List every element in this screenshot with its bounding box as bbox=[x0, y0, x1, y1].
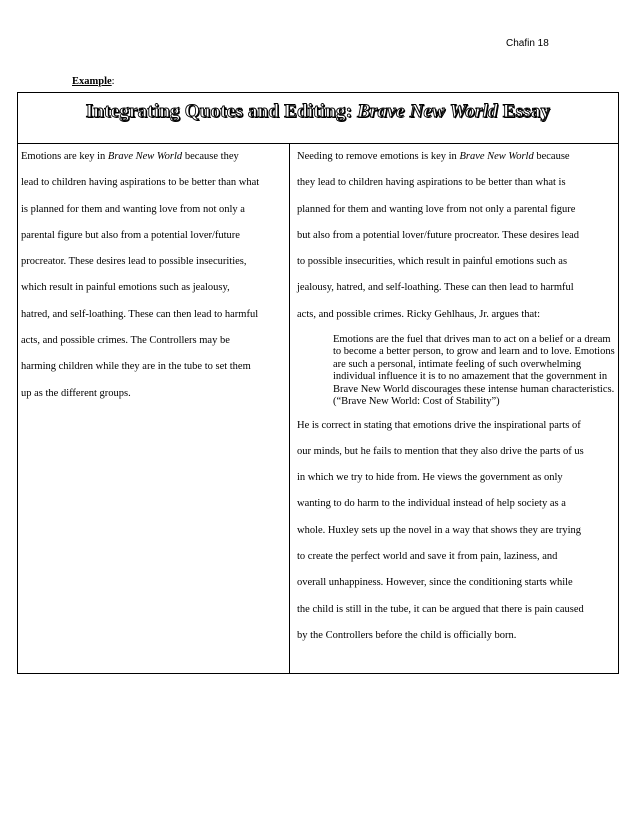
paragraph-line: by the Controllers before the child is officially born. bbox=[297, 629, 517, 641]
original-paragraph bbox=[21, 144, 287, 407]
paragraph-line bbox=[21, 144, 287, 170]
paragraph-line: whole. Huxley sets up the novel in a way that shows they are trying bbox=[297, 524, 582, 536]
paragraph-line: hatred, and self-loathing. These can then lead to harmful bbox=[21, 308, 259, 320]
example-label-text: Example bbox=[72, 76, 112, 87]
block-quote: Emotions are the fuel that drives man to act on a belief or a dream to become a better person, to grow and learn and to love. Emotions are such a personal, intimate feeling of such overwhelming individual influence it is to no amazement that the government in Brave New World discourages these intense human characteristics. (“Brave New World: Cost of Stability”) bbox=[333, 334, 615, 408]
example-colon: : bbox=[111, 76, 115, 87]
paragraph-line bbox=[297, 144, 615, 170]
paragraph-line: in which we try to hide from. He views the government as only bbox=[297, 472, 563, 484]
paragraph-line: He is correct in stating that emotions drive the inspirational parts of bbox=[297, 419, 581, 431]
title-italic: Brave New World bbox=[357, 101, 498, 122]
revised-paragraph bbox=[297, 144, 615, 649]
paragraph-line: up as the different groups. bbox=[21, 387, 131, 399]
paragraph-line: wanting to do harm to the individual instead of help society as a bbox=[297, 498, 566, 510]
essay-title bbox=[86, 101, 550, 123]
paragraph-line: overall unhappiness. However, since the conditioning starts while bbox=[297, 577, 573, 589]
paragraph-line: planned for them and wanting love from not only a parental figure bbox=[297, 203, 576, 215]
right-line1-start: Needing to remove emotions is key in bbox=[297, 151, 460, 162]
paragraph-line: they lead to children having aspirations to be better than what is bbox=[297, 177, 566, 189]
left-line1-end: because they bbox=[182, 151, 239, 162]
paragraph-line: to possible insecurities, which result in painful emotions such as bbox=[297, 256, 568, 268]
paragraph-line: parental figure but also from a potential lover/future bbox=[21, 229, 240, 241]
right-line1-end: because bbox=[533, 151, 570, 162]
paragraph-line: jealousy, hatred, and self-loathing. These can then lead to harmful bbox=[297, 282, 574, 294]
paragraph-line: our minds, but he fails to mention that they also drive the parts of us bbox=[297, 445, 584, 457]
example-label bbox=[72, 76, 115, 87]
paragraph-line: is planned for them and wanting love from not only a bbox=[21, 203, 245, 215]
page-header: Chafin 18 bbox=[506, 38, 549, 49]
column-divider bbox=[289, 144, 290, 674]
paragraph-line: procreator. These desires lead to possible insecurities, bbox=[21, 256, 247, 268]
title-suffix: Essay bbox=[497, 101, 551, 122]
left-line1-start: Emotions are key in bbox=[21, 151, 108, 162]
example-table bbox=[17, 92, 619, 674]
paragraph-line: acts, and possible crimes. The Controllers may be bbox=[21, 335, 230, 347]
paragraph-line: to create the perfect world and save it from pain, laziness, and bbox=[297, 551, 558, 562]
paragraph-line: but also from a potential lover/future procreator. These desires lead bbox=[297, 229, 580, 241]
title-row bbox=[18, 93, 618, 144]
paragraph-line: acts, and possible crimes. Ricky Gehlhaus, Jr. argues that: bbox=[297, 308, 541, 320]
paragraph-line: lead to children having aspirations to be better than what bbox=[21, 177, 260, 189]
right-line1-italic: Brave New World bbox=[459, 151, 534, 162]
paragraph-line: which result in painful emotions such as jealousy, bbox=[21, 282, 230, 294]
title-prefix: Integrating Quotes and Editing: bbox=[85, 101, 358, 122]
paragraph-line: harming children while they are in the tube to set them bbox=[21, 361, 251, 373]
left-line1-italic: Brave New World bbox=[107, 151, 183, 162]
paragraph-line: the child is still in the tube, it can be argued that there is pain caused bbox=[297, 603, 584, 615]
